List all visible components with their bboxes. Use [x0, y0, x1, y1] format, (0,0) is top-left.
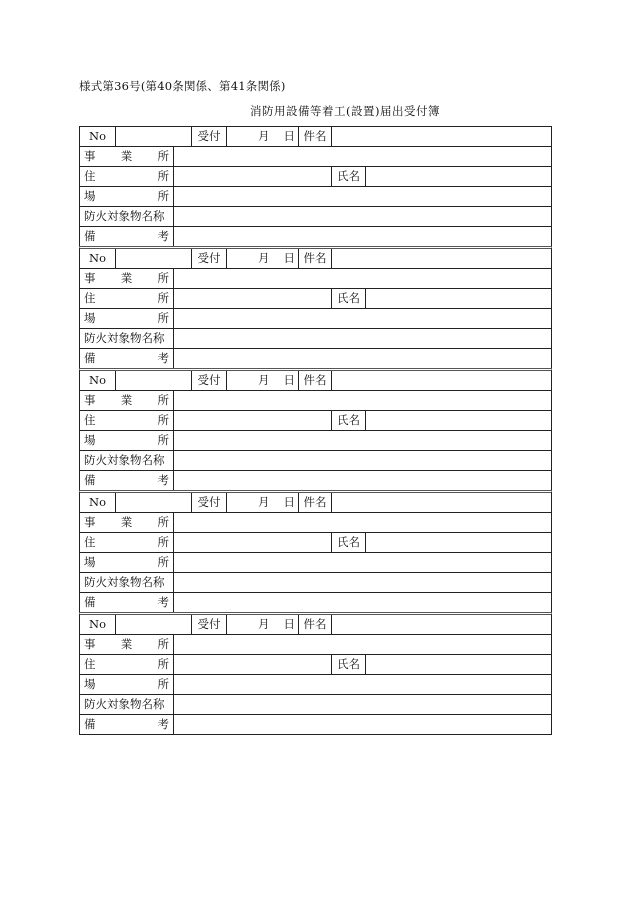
fire-object-row — [80, 450, 551, 470]
fire-object-name-label: 防火対象物名称 — [84, 209, 165, 223]
office-label-char: 業 — [120, 637, 133, 651]
register-table — [79, 126, 552, 735]
address-value[interactable] — [173, 289, 331, 308]
office-label — [80, 147, 173, 166]
received-date[interactable] — [226, 249, 298, 268]
register-entry — [79, 612, 552, 735]
place-label-char: 場 — [84, 433, 96, 447]
remarks-label-char: 考 — [157, 595, 169, 609]
place-row — [80, 552, 551, 572]
place-label — [80, 675, 173, 694]
remarks-label — [80, 715, 173, 734]
address-row — [80, 654, 551, 674]
remarks-value[interactable] — [173, 715, 551, 734]
office-value[interactable] — [173, 147, 551, 166]
day-label: 日 — [283, 495, 295, 509]
no-value[interactable] — [115, 615, 191, 634]
place-value[interactable] — [173, 675, 551, 694]
office-label-char: 業 — [120, 515, 133, 529]
fire-object-row — [80, 206, 551, 226]
office-value[interactable] — [173, 269, 551, 288]
received-date[interactable] — [226, 371, 298, 390]
place-label-char: 所 — [157, 677, 169, 691]
place-value[interactable] — [173, 431, 551, 450]
received-date[interactable] — [226, 615, 298, 634]
remarks-value[interactable] — [173, 227, 551, 246]
entry-header-row — [80, 371, 551, 390]
fire-object-name-label: 防火対象物名称 — [84, 331, 165, 345]
document-title: 消防用設備等着工(設置)届出受付簿 — [250, 104, 440, 118]
month-label: 月 — [258, 495, 270, 509]
fire-object-name-label: 防火対象物名称 — [84, 575, 165, 589]
office-label-char: 事 — [84, 271, 96, 285]
place-label-char: 場 — [84, 311, 96, 325]
office-row — [80, 512, 551, 532]
address-label — [80, 167, 173, 186]
case-name-label: 件名 — [298, 249, 331, 268]
address-label — [80, 289, 173, 308]
remarks-label-char: 備 — [84, 717, 96, 731]
case-name-value[interactable] — [331, 249, 551, 268]
name-value[interactable] — [365, 533, 551, 552]
name-label: 氏名 — [331, 289, 365, 308]
fire-object-name-label: 防火対象物名称 — [84, 697, 165, 711]
address-label-char: 住 — [84, 291, 96, 305]
place-label-char: 場 — [84, 555, 96, 569]
remarks-label-char: 備 — [84, 351, 96, 365]
place-row — [80, 186, 551, 206]
address-label-char: 所 — [157, 413, 169, 427]
day-label: 日 — [283, 617, 295, 631]
office-label-char: 所 — [157, 637, 169, 651]
fire-object-name-label: 防火対象物名称 — [84, 453, 165, 467]
entry-header-row — [80, 249, 551, 268]
place-label — [80, 553, 173, 572]
remarks-label — [80, 471, 173, 490]
no-label: No — [89, 251, 106, 265]
office-row — [80, 390, 551, 410]
no-value[interactable] — [115, 371, 191, 390]
place-label — [80, 187, 173, 206]
place-label — [80, 431, 173, 450]
month-label: 月 — [258, 373, 270, 387]
address-label-char: 住 — [84, 413, 96, 427]
address-value[interactable] — [173, 411, 331, 430]
remarks-label — [80, 349, 173, 368]
register-entry — [79, 490, 552, 612]
office-value[interactable] — [173, 635, 551, 654]
entry-header-row — [80, 493, 551, 512]
address-value[interactable] — [173, 655, 331, 674]
remarks-row — [80, 226, 551, 246]
month-label: 月 — [258, 129, 270, 143]
fire-object-row — [80, 328, 551, 348]
register-entry — [79, 126, 552, 246]
remarks-value[interactable] — [173, 349, 551, 368]
office-label-char: 事 — [84, 637, 96, 651]
office-row — [80, 268, 551, 288]
place-label-char: 所 — [157, 311, 169, 325]
fire-object-row — [80, 694, 551, 714]
remarks-label-char: 備 — [84, 229, 96, 243]
place-row — [80, 308, 551, 328]
place-label-char: 所 — [157, 433, 169, 447]
place-label-char: 所 — [157, 555, 169, 569]
remarks-label — [80, 227, 173, 246]
remarks-row — [80, 714, 551, 734]
address-label-char: 所 — [157, 169, 169, 183]
remarks-label-char: 考 — [157, 717, 169, 731]
no-label: No — [89, 373, 106, 387]
received-label: 受付 — [191, 127, 226, 146]
no-label: No — [89, 129, 106, 143]
received-label: 受付 — [191, 493, 226, 512]
case-name-label: 件名 — [298, 371, 331, 390]
office-label-char: 所 — [157, 149, 169, 163]
received-label: 受付 — [191, 615, 226, 634]
month-label: 月 — [258, 617, 270, 631]
office-label — [80, 391, 173, 410]
day-label: 日 — [283, 251, 295, 265]
register-entry — [79, 246, 552, 368]
fire-object-name-value[interactable] — [173, 329, 551, 348]
no-label: No — [89, 495, 106, 509]
place-label-char: 場 — [84, 677, 96, 691]
entry-header-row — [80, 127, 551, 146]
remarks-label — [80, 593, 173, 612]
entry-header-row — [80, 615, 551, 634]
form-id: 様式第36号(第40条関係、第41条関係) — [79, 79, 286, 93]
address-label — [80, 533, 173, 552]
address-row — [80, 532, 551, 552]
address-row — [80, 288, 551, 308]
name-label: 氏名 — [331, 655, 365, 674]
received-label: 受付 — [191, 371, 226, 390]
no-value[interactable] — [115, 493, 191, 512]
office-row — [80, 634, 551, 654]
case-name-label: 件名 — [298, 615, 331, 634]
office-label-char: 事 — [84, 515, 96, 529]
remarks-label-char: 考 — [157, 229, 169, 243]
register-entry — [79, 368, 552, 490]
address-label — [80, 411, 173, 430]
office-label — [80, 635, 173, 654]
fire-object-name-value[interactable] — [173, 207, 551, 226]
address-value[interactable] — [173, 533, 331, 552]
no-value[interactable] — [115, 249, 191, 268]
office-label — [80, 269, 173, 288]
name-label: 氏名 — [331, 411, 365, 430]
remarks-label-char: 考 — [157, 351, 169, 365]
fire-object-name-value[interactable] — [173, 573, 551, 592]
place-label-char: 所 — [157, 189, 169, 203]
place-label — [80, 309, 173, 328]
remarks-label-char: 備 — [84, 595, 96, 609]
office-label-char: 業 — [120, 149, 133, 163]
received-label: 受付 — [191, 249, 226, 268]
name-label: 氏名 — [331, 167, 365, 186]
fire-object-row — [80, 572, 551, 592]
office-label-char: 所 — [157, 271, 169, 285]
name-value[interactable] — [365, 411, 551, 430]
day-label: 日 — [283, 129, 295, 143]
place-value[interactable] — [173, 553, 551, 572]
address-label-char: 所 — [157, 535, 169, 549]
place-row — [80, 674, 551, 694]
address-value[interactable] — [173, 167, 331, 186]
fire-object-name-value[interactable] — [173, 451, 551, 470]
name-value[interactable] — [365, 655, 551, 674]
case-name-label: 件名 — [298, 127, 331, 146]
office-label — [80, 513, 173, 532]
office-value[interactable] — [173, 513, 551, 532]
remarks-row — [80, 592, 551, 612]
address-row — [80, 166, 551, 186]
name-label: 氏名 — [331, 533, 365, 552]
address-row — [80, 410, 551, 430]
case-name-value[interactable] — [331, 371, 551, 390]
received-date[interactable] — [226, 127, 298, 146]
address-label-char: 住 — [84, 657, 96, 671]
case-name-value[interactable] — [331, 127, 551, 146]
remarks-value[interactable] — [173, 593, 551, 612]
name-value[interactable] — [365, 289, 551, 308]
fire-object-name-value[interactable] — [173, 695, 551, 714]
address-label-char: 住 — [84, 535, 96, 549]
case-name-label: 件名 — [298, 493, 331, 512]
office-label-char: 所 — [157, 515, 169, 529]
place-label-char: 場 — [84, 189, 96, 203]
remarks-label-char: 考 — [157, 473, 169, 487]
place-row — [80, 430, 551, 450]
office-value[interactable] — [173, 391, 551, 410]
remarks-row — [80, 348, 551, 368]
address-label-char: 住 — [84, 169, 96, 183]
case-name-value[interactable] — [331, 615, 551, 634]
office-label-char: 業 — [120, 271, 133, 285]
case-name-value[interactable] — [331, 493, 551, 512]
address-label — [80, 655, 173, 674]
office-label-char: 事 — [84, 393, 96, 407]
place-value[interactable] — [173, 187, 551, 206]
no-label: No — [89, 617, 106, 631]
day-label: 日 — [283, 373, 295, 387]
office-label-char: 所 — [157, 393, 169, 407]
remarks-row — [80, 470, 551, 490]
address-label-char: 所 — [157, 657, 169, 671]
received-date[interactable] — [226, 493, 298, 512]
office-label-char: 事 — [84, 149, 96, 163]
remarks-value[interactable] — [173, 471, 551, 490]
no-value[interactable] — [115, 127, 191, 146]
remarks-label-char: 備 — [84, 473, 96, 487]
name-value[interactable] — [365, 167, 551, 186]
place-value[interactable] — [173, 309, 551, 328]
address-label-char: 所 — [157, 291, 169, 305]
office-label-char: 業 — [120, 393, 133, 407]
month-label: 月 — [258, 251, 270, 265]
office-row — [80, 146, 551, 166]
